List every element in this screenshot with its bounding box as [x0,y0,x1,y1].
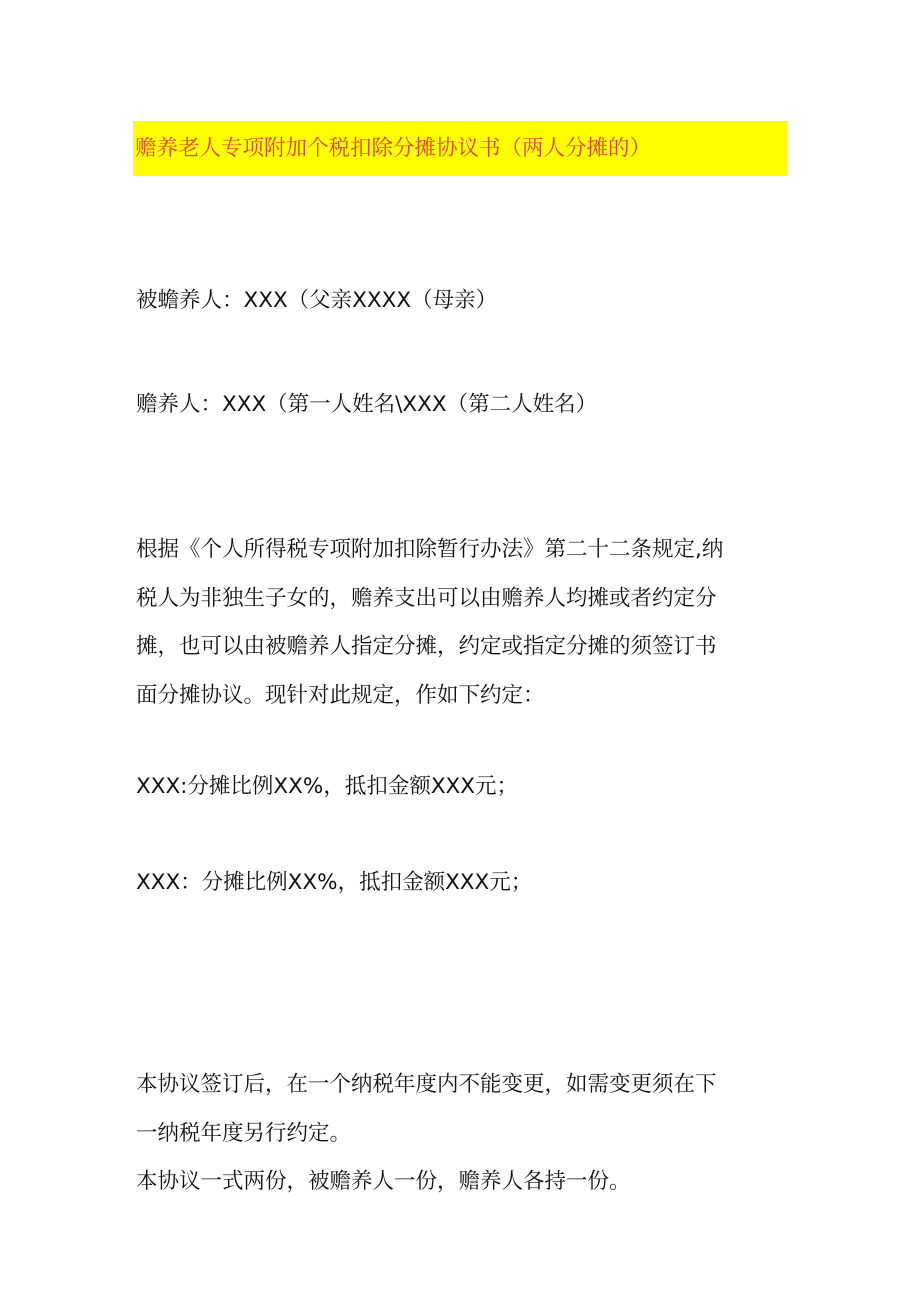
terms-paragraph-line: 本协议一式两份，被赡养人一份，赡养人各持一份。 [136,1169,631,1194]
basis-paragraph-line: 面分摊协议。现针对此规定，作如下约定： [136,682,545,708]
supported-persons-line: 被蟾养人：XXX（父亲XXXX（母亲） [136,288,498,313]
basis-paragraph-line: 税人为非独生子女的，赡养支出可以由赡养人均摊或者约定分 [136,585,717,611]
basis-paragraph [136,526,776,720]
allocation-line-1: XXX:分摊比例XX%，抵扣金额XXX元； [136,774,519,799]
terms-paragraph-line: 本协议签订后，在一个纳税年度内不能变更，如需变更须在下 [136,1072,717,1097]
basis-paragraph-line: 根据《个人所得税专项附加扣除暂行办法》第二十二条规定,纳 [136,537,724,562]
document-title: 赡养老人专项附加个税扣除分摊协议书（两人分摊的） [135,135,652,161]
basis-paragraph-line: 摊，也可以由被赡养人指定分摊，约定或指定分摊的须签订书 [136,634,717,659]
terms-paragraph [136,1061,776,1207]
terms-paragraph-line: 一纳税年度另行约定。 [136,1120,352,1146]
title-highlight [133,121,787,176]
allocation-line-2: XXX：分摊比例XX%，抵扣金额XXX元； [136,870,533,895]
supporters-line: 赡养人：XXX（第一人姓名\XXX（第二人姓名） [136,392,598,417]
